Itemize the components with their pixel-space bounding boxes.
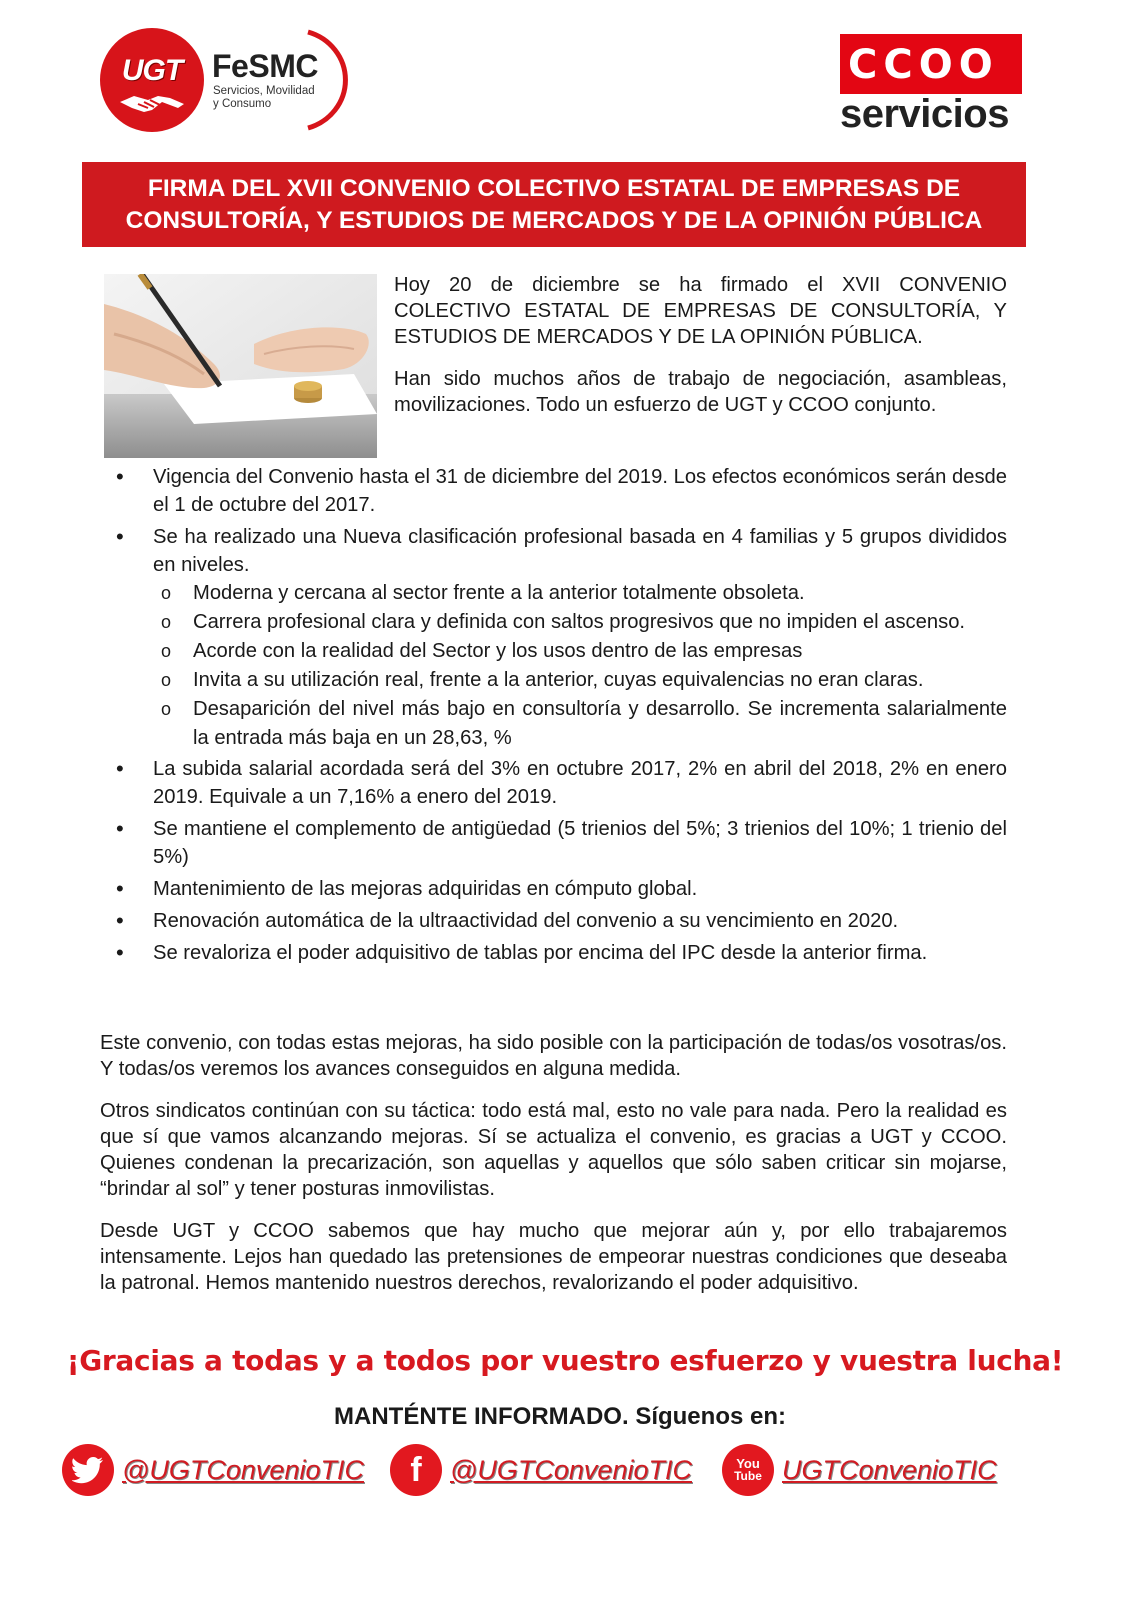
sub-list-item: o Moderna y cercana al sector frente a la anterior totalmente obsoleta. (153, 579, 1007, 608)
facebook-handle[interactable]: @UGTConvenioTIC (450, 1454, 692, 1485)
intro-paragraph-2: Han sido muchos años de trabajo de negociación, asambleas, movilizaciones. Todo un esfuerzo de UGT y CCOO conjunto. (394, 368, 1007, 416)
list-item (100, 875, 1007, 903)
list-item-text: Se revaloriza el poder adquisitivo de tablas por encima del IPC desde la anterior firma. (153, 942, 928, 964)
title-line-1: FIRMA DEL XVII CONVENIO COLECTIVO ESTATAL DE EMPRESAS DE (147, 174, 961, 202)
fesmc-subtitle-line1: Servicios, Movilidad (213, 85, 315, 97)
list-item (100, 907, 1007, 935)
list-item (100, 463, 1007, 519)
sub-list-item: o Desaparición del nivel más bajo en consultoría y desarrollo. Se incrementa salarialmente la entrada más baja en un 28,63, % (153, 695, 1007, 753)
intro-text (394, 272, 1007, 418)
closing-paragraph-1: Este convenio, con todas estas mejoras, ha sido posible con la participación de todas/os vosotras/os. Y todas/os veremos los avances conseguidos en alguna medida. (100, 1032, 1007, 1080)
classification-sublist (153, 579, 1007, 753)
closing-paragraph-2: Otros sindicatos continúan con su táctica: todo está mal, esto no vale para nada. Pero la realidad es que sí que vamos alcanzando mejoras. Sí se actualiza el convenio, es gracias a UGT y CCOO. Quienes condenan la precarización, son aquellas y aquellos que sólo saben criticar sin mojarse, “brindar al sol” y tener posturas inmovilistas. (100, 1100, 1007, 1200)
closing-paragraph-3: Desde UGT y CCOO sabemos que hay mucho que mejorar aún y, por ello trabajaremos intensamente. Lejos han quedado las pretensiones de empeorar nuestras condiciones que deseaba la patronal. Hemos mantenido nuestros derechos, revalorizando el poder adquisitivo. (100, 1220, 1007, 1294)
ccoo-servicios-logo (840, 34, 1026, 134)
fesmc-subtitle-line2: y Consumo (213, 98, 272, 110)
signing-hand-image (104, 274, 377, 458)
signing-photo (104, 274, 377, 458)
list-item-text: La subida salarial acordada será del 3% en octubre 2017, 2% en abril del 2018, 2% en enero 2019. Equivale a un 7,16% a enero del 2019. (153, 758, 1007, 808)
handshake-icon (118, 88, 186, 118)
ugt-logo-text: UGT (121, 54, 183, 87)
list-item-text: Se ha realizado una Nueva clasificación profesional basada en 4 familias y 5 grupos divididos en niveles. (153, 526, 1007, 576)
list-item-text: Vigencia del Convenio hasta el 31 de diciembre del 2019. Los efectos económicos serán desde el 1 de octubre del 2017. (153, 466, 1007, 516)
youtube-link[interactable] (722, 1440, 997, 1500)
list-item (100, 939, 1007, 967)
twitter-icon (62, 1444, 114, 1496)
twitter-handle[interactable]: @UGTConvenioTIC (122, 1454, 364, 1485)
follow-us-heading: MANTÉNTE INFORMADO. Síguenos en: (334, 1403, 786, 1430)
fesmc-name: FeSMC (212, 48, 318, 84)
sub-list-item: o Carrera profesional clara y definida con saltos progresivos que no impiden el ascenso. (153, 608, 1007, 637)
fesmc-arc-icon (290, 28, 370, 132)
list-item (100, 755, 1007, 811)
title-banner (82, 162, 1026, 247)
facebook-link[interactable] (390, 1440, 692, 1500)
sub-list-item: o Acorde con la realidad del Sector y los usos dentro de las empresas (153, 637, 1007, 666)
youtube-icon-bottom: Tube (734, 1469, 762, 1483)
closing-text (100, 1030, 1007, 1312)
ccoo-servicios-text: servicios (840, 92, 1009, 136)
ugt-fesmc-logo (100, 28, 370, 136)
agreement-points-list (100, 463, 1007, 971)
facebook-icon-letter: f (410, 1451, 422, 1489)
list-item (100, 815, 1007, 871)
intro-paragraph-1: Hoy 20 de diciembre se ha firmado el XVII CONVENIO COLECTIVO ESTATAL DE EMPRESAS DE CONSULTORÍA, Y ESTUDIOS DE MERCADOS Y DE LA OPINIÓN PÚBLICA. (394, 274, 1007, 348)
list-item-text: Renovación automática de la ultraactividad del convenio a su vencimiento en 2020. (153, 910, 899, 932)
facebook-icon (390, 1444, 442, 1496)
youtube-icon-top: You (736, 1456, 760, 1471)
thanks-message: ¡Gracias a todas y a todos por vuestro esfuerzo y vuestra lucha! (66, 1344, 1064, 1377)
ccoo-logo-text: CCOO (848, 42, 999, 88)
youtube-handle[interactable]: UGTConvenioTIC (782, 1454, 997, 1485)
title-line-2: CONSULTORÍA, Y ESTUDIOS DE MERCADOS Y DE LA OPINIÓN PÚBLICA (125, 206, 983, 234)
sub-list-item: o Invita a su utilización real, frente a la anterior, cuyas equivalencias no eran claras. (153, 666, 1007, 695)
twitter-link[interactable] (62, 1440, 364, 1500)
list-item-text: Mantenimiento de las mejoras adquiridas en cómputo global. (153, 878, 698, 900)
list-item (100, 523, 1007, 753)
list-item-text: Se mantiene el complemento de antigüedad (5 trienios del 5%; 3 trienios del 10%; 1 trienio del 5%) (153, 818, 1007, 868)
youtube-icon (722, 1444, 774, 1496)
